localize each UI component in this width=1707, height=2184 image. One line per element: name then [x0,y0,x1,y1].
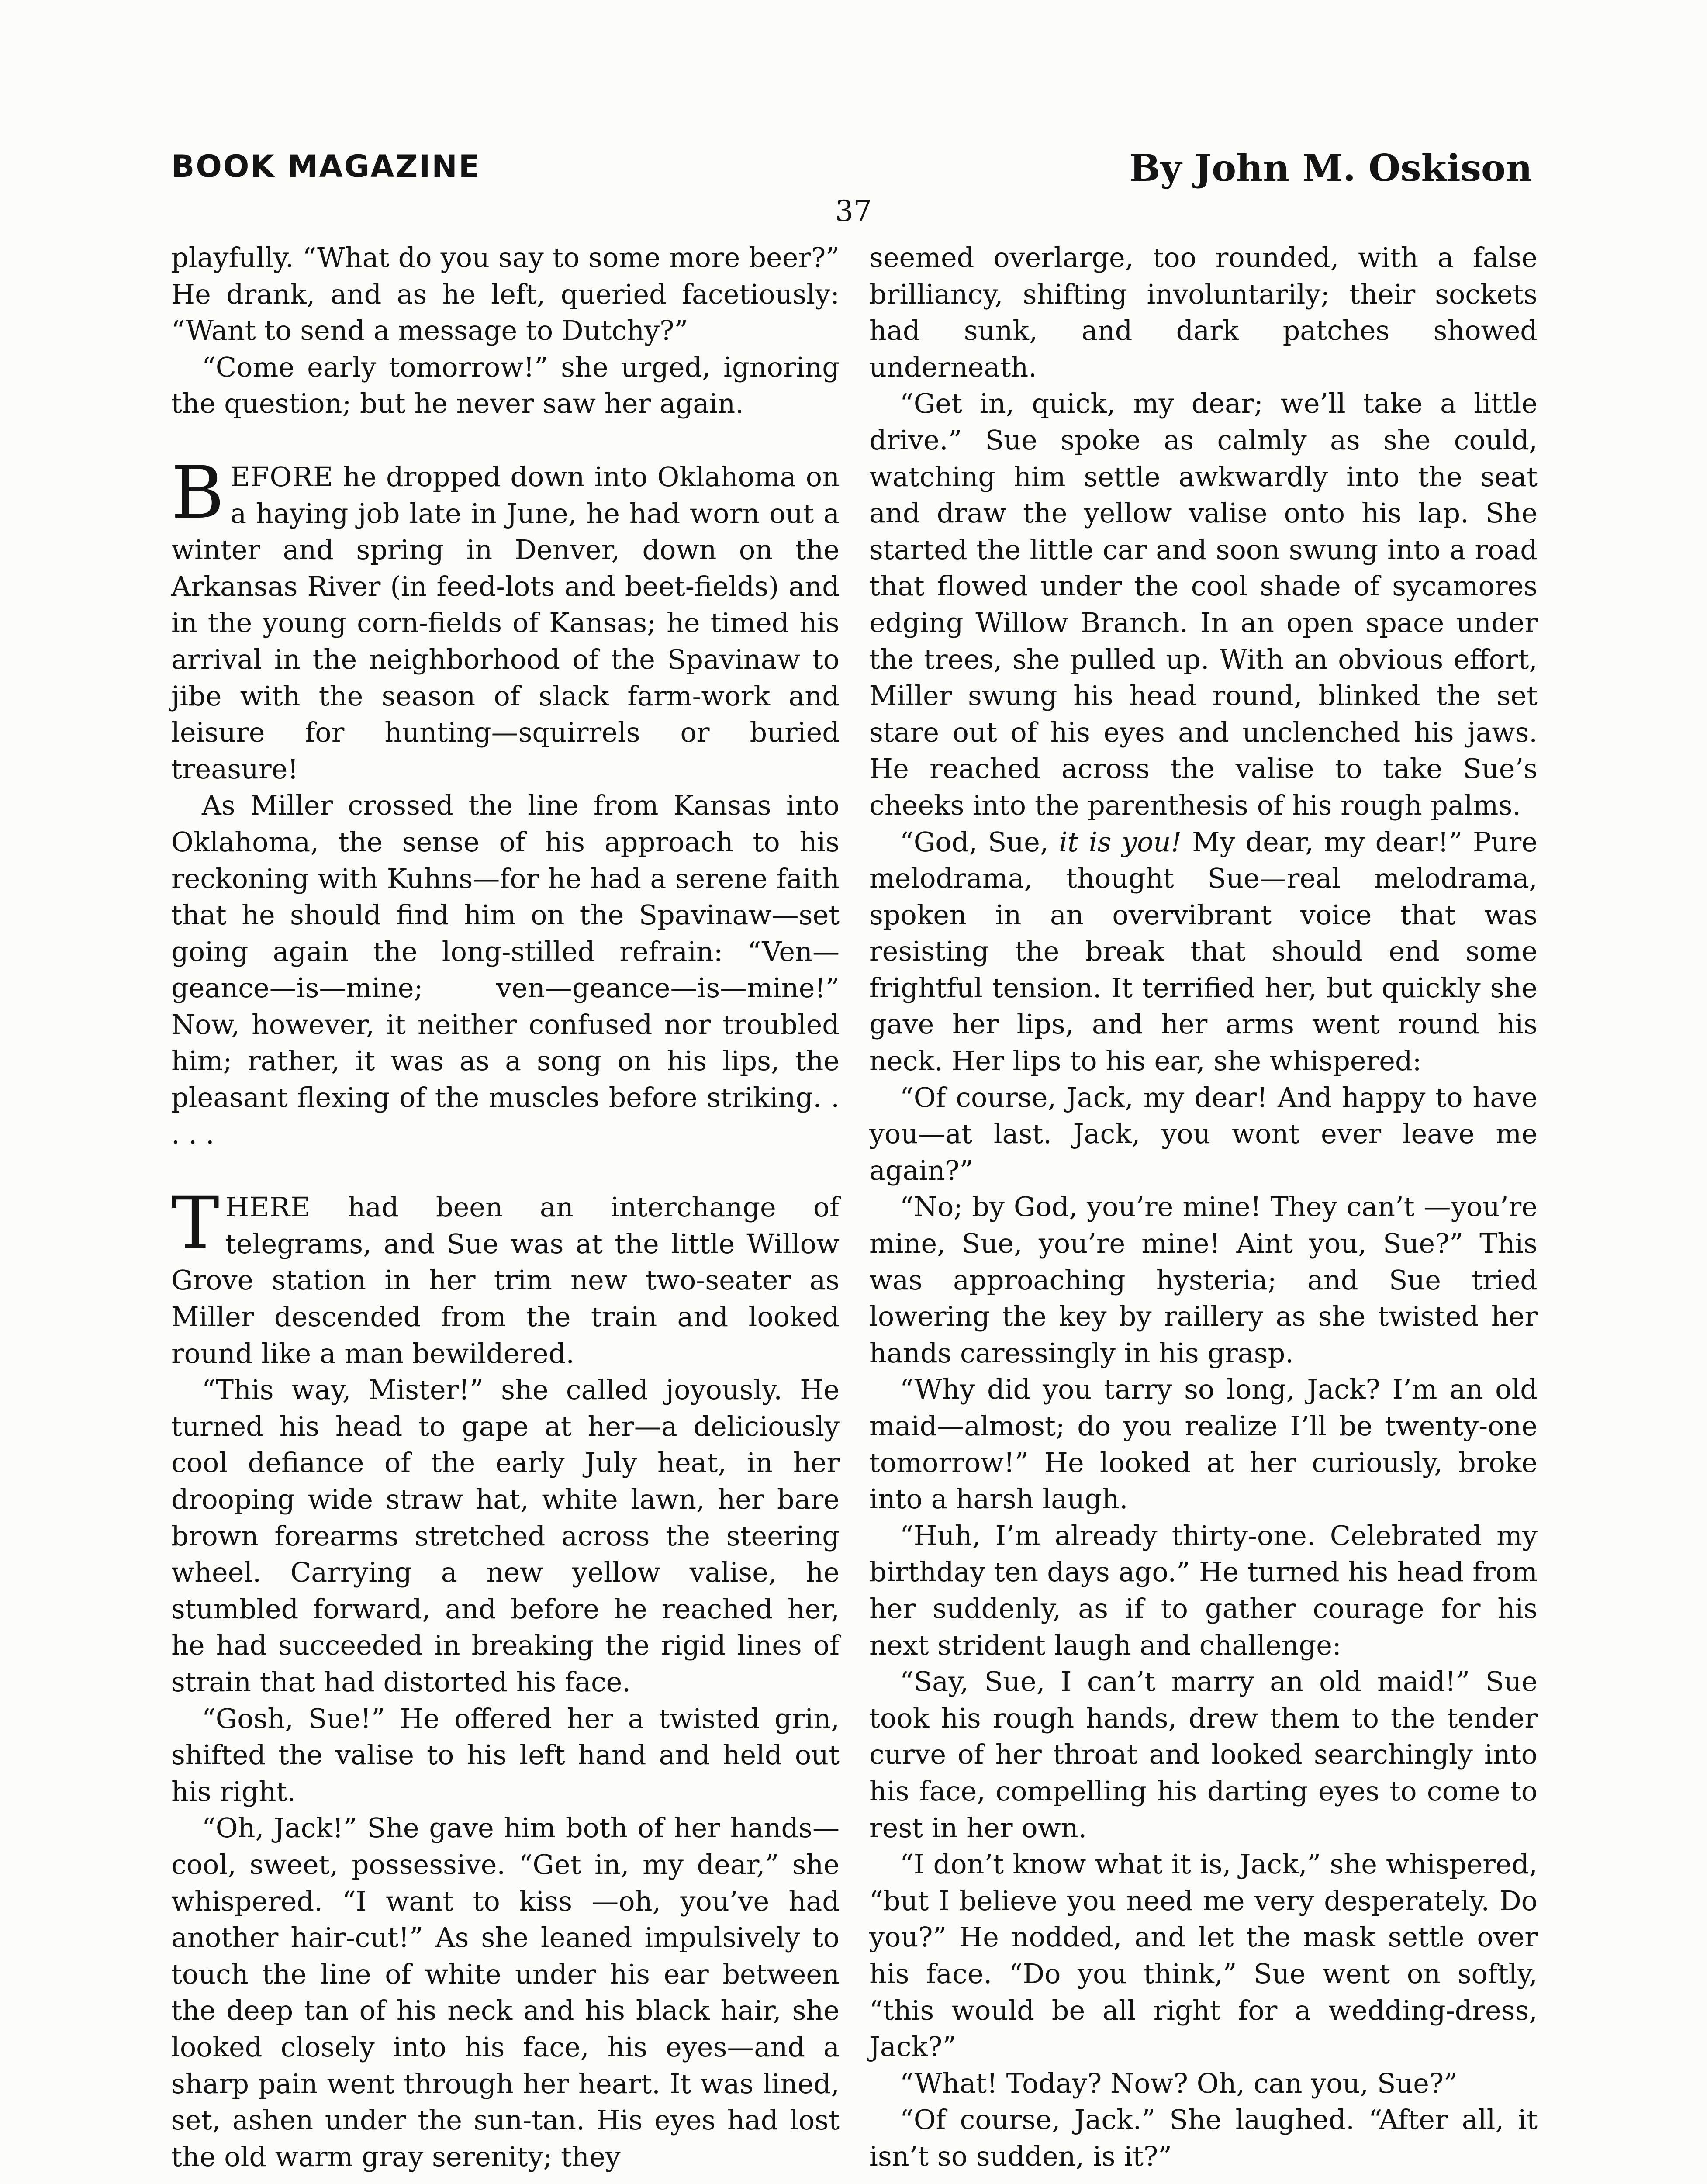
drop-cap-word: HERE [225,1191,311,1223]
right-column [869,239,1538,2174]
emphasis-text: it is you! [1059,826,1182,858]
paragraph: “Of course, Jack.” She laughed. “After all, it isn’t so sudden, is it?” [869,2104,1538,2172]
paragraph: “This way, Mister!” she called joyously. He turned his head to gape at her—a deliciously cool defiance of the early July heat, in her drooping wide straw hat, white lawn, her bare brown forearms stretched across the steering wheel. Carrying a new yellow valise, he stumbled forward, and before he reached her, he had succeeded in breaking the rigid lines of strain that had distorted his face. [171,1374,840,1698]
author-byline: By John M. Oskison [1129,146,1532,190]
paragraph: “Why did you tarry so long, Jack? I’m an old maid—almost; do you realize I’ll be twenty-one tomorrow!” He looked at her curiously, broke into a harsh laugh. [869,1373,1538,1515]
paragraph: “Huh, I’m already thirty-one. Celebrated my birthday ten days ago.” He turned his head from her suddenly, as if to gather courage for his next strident laugh and challenge: [869,1519,1538,1661]
publication-title: BOOK MAGAZINE [171,149,481,184]
paragraph-text: he dropped down into Oklahoma on a haying job late in June, he had worn out a winter and spring in Denver, down on the Arkansas River (in feed-lots and beet-fields) and in the young corn-fields of Kansas; he timed his arrival in the neighborhood of the Spavinaw to jibe with the season of slack farm-work and leisure for hunting—squirrels or buried treasure! [171,460,840,785]
drop-cap-word: EFORE [230,460,334,493]
paragraph: playfully. “What do you say to some more beer?” He drank, and as he left, queried facetiously: “Want to send a message to Dutchy?” [171,242,840,347]
paragraph: As Miller crossed the line from Kansas into Oklahoma, the sense of his approach to his reckoning with Kuhns—for he had a serene faith that he should find him on the Spavinaw—set going again the long-stilled refrain: “Ven—geance—is—mine; ven—geance—is—mine!” Now, however, it neither confused nor troubled him; rather, it was as a song on his lips, the pleasant flexing of the muscles before striking. . . . . [171,789,840,1150]
drop-cap-letter: T [171,1181,220,1265]
paragraph: “Oh, Jack!” She gave him both of her hands—cool, sweet, possessive. “Get in, my dear,” she whispered. “I want to kiss —oh, you’ve had another hair-cut!” As she leaned impulsively to touch the line of white under his ear between the deep tan of his neck and his black hair, she looked closely into his face, his eyes—and a sharp pain went through her heart. It was lined, set, ashen under the sun-tan. His eyes had lost the old warm gray serenity; they [171,1812,840,2173]
paragraph: seemed overlarge, too rounded, with a false brilliancy, shifting involuntarily; their sockets had sunk, and dark patches showed underneath. [869,242,1538,383]
paragraph: “I don’t know what it is, Jack,” she whispered, “but I believe you need me very desperately. Do you?” He nodded, and let the mask settle over his face. “Do you think,” Sue went on softly, “this would be all right for a wedding-dress, Jack?” [869,1848,1538,2063]
paragraph: “What! Today? Now? Oh, can you, Sue?” [900,2067,1458,2099]
section-paragraph [171,1181,840,1372]
paragraph: “Gosh, Sue!” He offered her a twisted grin, shifted the valise to his left hand and held out his right. [171,1702,840,1807]
paragraph [869,824,1538,1079]
paragraph-text: My dear, my dear!” Pure melodrama, thought Sue—real melodrama, spoken in an overvibrant voice that was resisting the break that should end some frightful tension. It terrified her, but quickly she gave her lips, and her arms went round his neck. Her lips to his ear, she whispered: [869,826,1538,1077]
paragraph: “Of course, Jack, my dear! And happy to have you—at last. Jack, you wont ever leave me again?” [869,1081,1538,1186]
paragraph: “Come early tomorrow!” she urged, ignoring the question; but he never saw her again. [171,351,840,420]
left-column [171,239,840,2175]
paragraph-text: “God, Sue, [900,826,1059,858]
drop-cap-letter: B [171,450,225,535]
paragraph: “No; by God, you’re mine! They can’t —you’re mine, Sue, you’re mine! Aint you, Sue?” This was approaching hysteria; and Sue tried lowering the key by raillery as she twisted her hands caressingly in his grasp. [869,1191,1538,1369]
section-paragraph [171,450,840,787]
paragraph-text: had been an interchange of telegrams, and Sue was at the little Willow Grove station in her trim new two-seater as Miller descended from the train and looked round like a man bewildered. [171,1191,840,1369]
paragraph: “Get in, quick, my dear; we’ll take a little drive.” Sue spoke as calmly as she could, watching him settle awkwardly into the seat and draw the yellow valise onto his lap. She started the little car and soon swung into a road that flowed under the cool shade of sycamores edging Willow Branch. In an open space under the trees, she pulled up. With an obvious effort, Miller swung his head round, blinked the set stare out of his eyes and unclenched his jaws. He reached across the valise to take Sue’s cheeks into the parenthesis of his rough palms. [869,387,1538,821]
page-number: 37 [835,194,872,228]
paragraph: “Say, Sue, I can’t marry an old maid!” Sue took his rough hands, drew them to the tender curve of her throat and looked searchingly into his face, compelling his darting eyes to come to rest in her own. [869,1666,1538,1844]
